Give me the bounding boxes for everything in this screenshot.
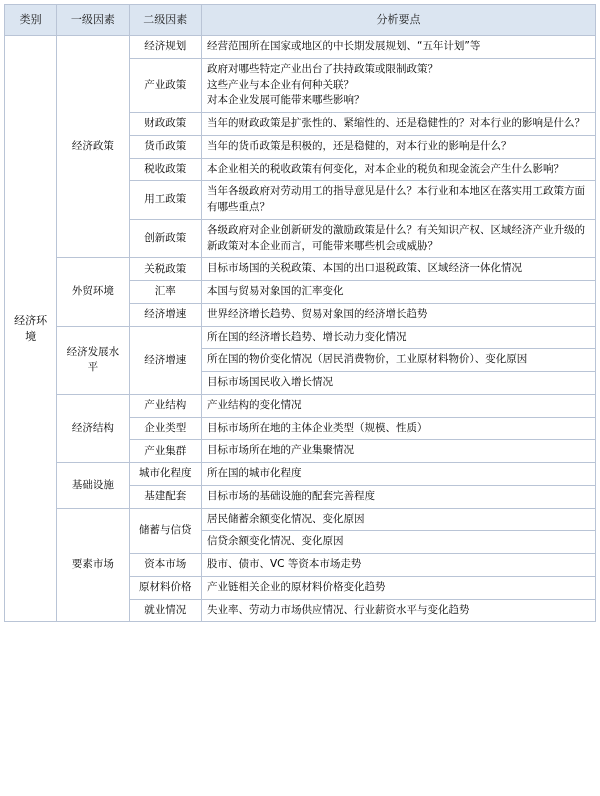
cell-analysis-point: 所在国的物价变化情况（居民消费物价，工业原材料物价）、变化原因: [201, 349, 595, 372]
cell-level2: 经济增速: [129, 303, 201, 326]
cell-analysis-point: 当年各级政府对劳动用工的指导意见是什么？本行业和本地区在落实用工政策方面有哪些重点？: [201, 181, 595, 220]
cell-level2: 用工政策: [129, 181, 201, 220]
cell-analysis-point: 本国与贸易对象国的汇率变化: [201, 281, 595, 304]
header-level1: 一级因素: [57, 5, 129, 36]
table-body: [5, 36, 596, 622]
cell-analysis-point: 世界经济增长趋势、贸易对象国的经济增长趋势: [201, 303, 595, 326]
cell-analysis-point: 当年的货币政策是积极的，还是稳健的，对本行业的影响是什么？: [201, 135, 595, 158]
cell-analysis-point: 信贷余额变化情况、变化原因: [201, 531, 595, 554]
cell-analysis-point: 各级政府对企业创新研发的激励政策是什么？有关知识产权、区域经济产业升级的新政策对本企业而言，可能带来哪些机会或威胁？: [201, 219, 595, 258]
cell-level2: 经济增速: [129, 326, 201, 394]
cell-analysis-point: 本企业相关的税收政策有何变化，对本企业的税负和现金流会产生什么影响？: [201, 158, 595, 181]
table-row: [5, 394, 596, 417]
table-row: [5, 258, 596, 281]
header-category: 类别: [5, 5, 57, 36]
cell-analysis-point: 失业率、劳动力市场供应情况、行业薪资水平与变化趋势: [201, 599, 595, 622]
cell-level2: 创新政策: [129, 219, 201, 258]
header-level2: 二级因素: [129, 5, 201, 36]
cell-level2: 储蓄与信贷: [129, 508, 201, 554]
header-points: 分析要点: [201, 5, 595, 36]
cell-analysis-point: 目标市场国的关税政策、本国的出口退税政策、区域经济一体化情况: [201, 258, 595, 281]
cell-analysis-point: 股市、债市、VC 等资本市场走势: [201, 554, 595, 577]
cell-level2: 货币政策: [129, 135, 201, 158]
cell-level2: 企业类型: [129, 417, 201, 440]
cell-level2: 就业情况: [129, 599, 201, 622]
cell-level1: 基础设施: [57, 463, 129, 509]
cell-analysis-point: 所在国的城市化程度: [201, 463, 595, 486]
cell-analysis-point: 经营范围所在国家或地区的中长期发展规划、“五年计划”等: [201, 36, 595, 59]
cell-level2: 资本市场: [129, 554, 201, 577]
cell-analysis-point: 居民储蓄余额变化情况、变化原因: [201, 508, 595, 531]
cell-level1: 经济发展水平: [57, 326, 129, 394]
cell-level1: 外贸环境: [57, 258, 129, 326]
cell-level2: 汇率: [129, 281, 201, 304]
cell-level1: 要素市场: [57, 508, 129, 622]
cell-level2: 原材料价格: [129, 576, 201, 599]
cell-level2: 产业集群: [129, 440, 201, 463]
cell-level2: 经济规划: [129, 36, 201, 59]
cell-analysis-point: 目标市场所在地的主体企业类型（规模、性质）: [201, 417, 595, 440]
cell-level1: 经济政策: [57, 36, 129, 258]
cell-analysis-point: 目标市场国民收入增长情况: [201, 372, 595, 395]
table-row: [5, 463, 596, 486]
cell-category: 经济环境: [5, 36, 57, 622]
cell-level1: 经济结构: [57, 394, 129, 462]
cell-analysis-point: 政府对哪些特定产业出台了扶持政策或限制政策？ 这些产业与本企业有何种关联？ 对本企业发展可能带来哪些影响？: [201, 58, 595, 112]
table-row: [5, 508, 596, 531]
cell-analysis-point: 当年的财政政策是扩张性的、紧缩性的、还是稳健性的？对本行业的影响是什么？: [201, 113, 595, 136]
cell-level2: 产业政策: [129, 58, 201, 112]
table-header-row: [5, 5, 596, 36]
cell-level2: 基建配套: [129, 485, 201, 508]
cell-analysis-point: 目标市场所在地的产业集聚情况: [201, 440, 595, 463]
cell-analysis-point: 产业链相关企业的原材料价格变化趋势: [201, 576, 595, 599]
table-row: [5, 36, 596, 59]
cell-analysis-point: 所在国的经济增长趋势、增长动力变化情况: [201, 326, 595, 349]
cell-level2: 税收政策: [129, 158, 201, 181]
cell-analysis-point: 目标市场的基础设施的配套完善程度: [201, 485, 595, 508]
table-row: [5, 326, 596, 349]
cell-level2: 财政政策: [129, 113, 201, 136]
cell-analysis-point: 产业结构的变化情况: [201, 394, 595, 417]
cell-level2: 城市化程度: [129, 463, 201, 486]
analysis-factors-table: [4, 4, 596, 622]
table-header: [5, 5, 596, 36]
cell-level2: 产业结构: [129, 394, 201, 417]
cell-level2: 关税政策: [129, 258, 201, 281]
